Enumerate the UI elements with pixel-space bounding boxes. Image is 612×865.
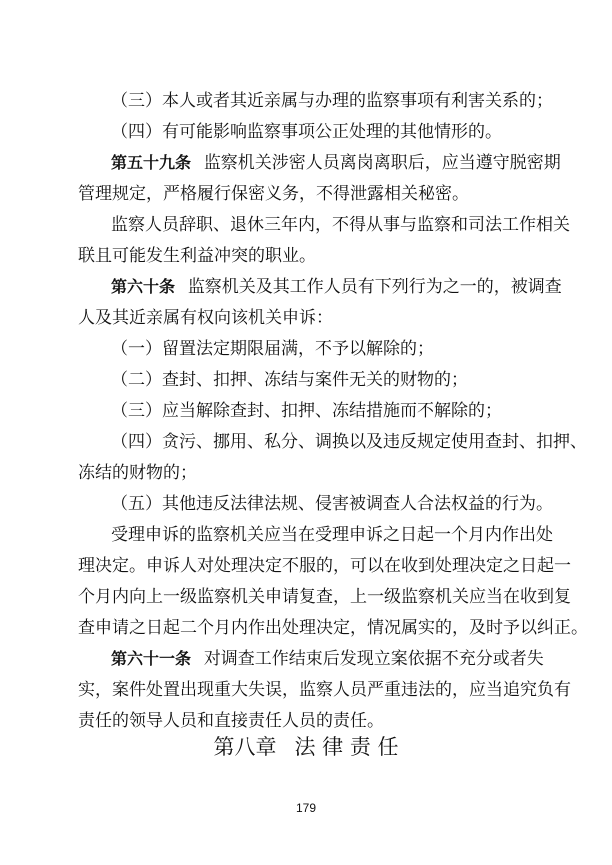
article-61-line-2: 实，案件处置出现重大失误，监察人员严重违法的，应当追究负有 [78,680,571,700]
paragraph-appeal-line-2: 理决定。申诉人对处理决定不服的，可以在收到处理决定之日起一 [78,556,571,576]
list-item-2: （二）查封、扣押、冻结与案件无关的财物的； [111,370,468,390]
article-61-number: 第六十一条 [111,649,192,668]
list-item-1: （一）留置法定期限届满，不予以解除的； [111,339,434,359]
article-61-line-1 [111,649,544,669]
clause-item-4: （四）有可能影响监察事项公正处理的其他情形的。 [111,122,502,142]
paragraph-appeal-line-4: 查申请之日起二个月内作出处理决定，情况属实的，及时予以纠正。 [78,618,588,638]
article-59-number: 第五十九条 [111,153,192,172]
list-item-4-line-2: 冻结的财物的； [78,463,197,483]
article-61-line-3: 责任的领导人员和直接责任人员的责任。 [78,711,384,731]
article-60-line-1 [111,277,562,297]
clause-item-3: （三）本人或者其近亲属与办理的监察事项有利害关系的； [111,91,553,111]
paragraph-appeal-line-3: 个月内向上一级监察机关申请复查，上一级监察机关应当在收到复 [78,587,571,607]
paragraph-resignation-line-2: 联且可能发生利益冲突的职业。 [78,246,316,266]
page-number: 179 [295,801,317,815]
paragraph-appeal-line-1: 受理申诉的监察机关应当在受理申诉之日起一个月内作出处 [111,525,553,545]
list-item-4-line-1: （四）贪污、挪用、私分、调换以及违反规定使用查封、扣押、 [111,432,587,452]
chapter-title: 法 律 责 任 [294,735,399,759]
chapter-heading [0,735,612,759]
article-59-line-2: 管理规定，严格履行保密义务，不得泄露相关秘密。 [78,184,469,204]
article-59-line-1 [111,153,561,173]
paragraph-resignation-line-1: 监察人员辞职、退休三年内，不得从事与监察和司法工作相关 [111,215,570,235]
article-61-text-1: 对调查工作结束后发现立案依据不充分或者失 [203,649,544,669]
list-item-3: （三）应当解除查封、扣押、冻结措施而不解除的； [111,401,502,421]
article-59-text-1: 监察机关涉密人员离岗离职后，应当遵守脱密期 [203,153,561,173]
list-item-5: （五）其他违反法律法规、侵害被调查人合法权益的行为。 [111,494,553,514]
article-60-text-1: 监察机关及其工作人员有下列行为之一的，被调查 [187,277,562,297]
article-60-number: 第六十条 [111,277,176,296]
chapter-label: 第八章 [213,735,277,759]
article-60-line-2: 人及其近亲属有权向该机关申诉： [78,308,333,328]
